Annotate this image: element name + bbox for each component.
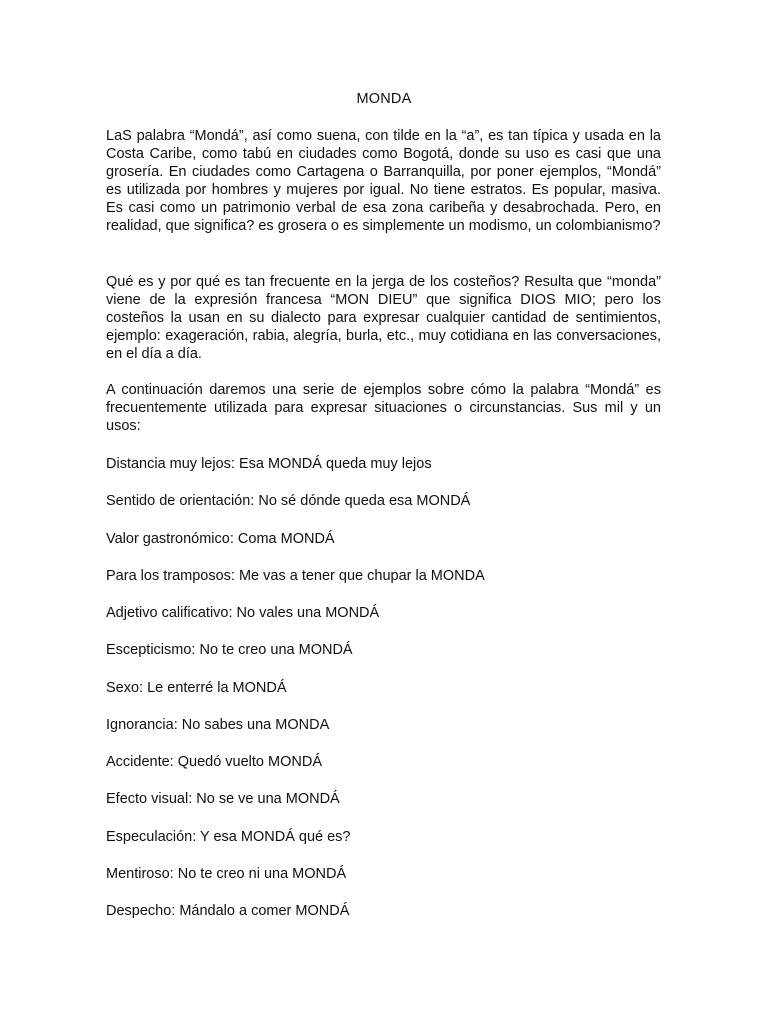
usage-item: Adjetivo calificativo: No vales una MONDÁ xyxy=(106,605,380,621)
usage-item: Despecho: Mándalo a comer MONDÁ xyxy=(106,903,350,919)
usage-item: Distancia muy lejos: Esa MONDÁ queda muy lejos xyxy=(106,456,432,472)
usage-item: Especulación: Y esa MONDÁ qué es? xyxy=(106,828,351,845)
paragraph-origin: Qué es y por qué es tan frecuente en la jerga de los costeños? Resulta que “monda” viene de la expresión francesa “MON DIEU” que significa DIOS MIO; pero los costeños la usan en su dialecto para expresar cualquier cantidad de sentimientos, ejemplo: exageración, rabia, alegría, burla, etc., muy cotidiana en las conversaciones, en el día a día. xyxy=(106,274,661,362)
usage-item: Sexo: Le enterré la MONDÁ xyxy=(106,679,287,696)
usage-item: Ignorancia: No sabes una MONDA xyxy=(106,716,330,733)
usage-item: Accidente: Quedó vuelto MONDÁ xyxy=(106,754,322,770)
usage-item: Valor gastronómico: Coma MONDÁ xyxy=(106,530,335,547)
usage-item: Para los tramposos: Me vas a tener que chupar la MONDA xyxy=(106,567,485,584)
usage-item: Mentiroso: No te creo ni una MONDÁ xyxy=(106,865,347,882)
paragraph-intro: LaS palabra “Mondá”, así como suena, con tilde en la “a”, es tan típica y usada en la Costa Caribe, como tabú en ciudades como Bogotá, donde su uso es casi que una grosería. En ciudades como Cartagena o Barranquilla, por poner ejemplos, “Mondá” es utilizada por hombres y mujeres por igual. No tiene estratos. Es popular, masiva. Es casi como un patrimonio verbal de esa zona caribeña y desabrochada. Pero, en realidad, que significa? es grosera o es simplemente un modismo, un colombianismo? xyxy=(106,128,661,234)
usage-list xyxy=(106,455,661,939)
usage-item: Efecto visual: No se ve una MONDÁ xyxy=(106,791,340,808)
document-title: MONDA xyxy=(356,91,412,107)
usage-item: Escepticismo: No te creo una MONDÁ xyxy=(106,642,353,659)
usage-item: Sentido de orientación: No sé dónde queda esa MONDÁ xyxy=(106,493,471,510)
paragraph-examples-intro: A continuación daremos una serie de ejemplos sobre cómo la palabra “Mondá” es frecuentemente utilizada para expresar situaciones o circunstancias. Sus mil y un usos: xyxy=(106,382,661,434)
